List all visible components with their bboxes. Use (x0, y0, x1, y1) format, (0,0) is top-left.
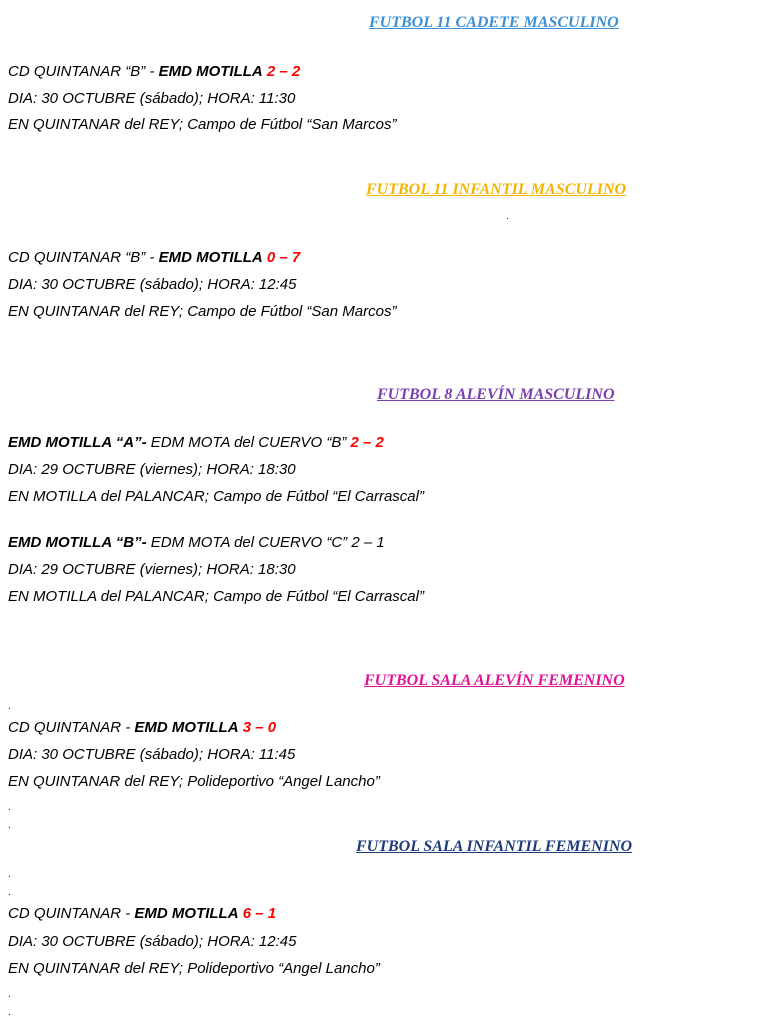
team-separator: - (121, 719, 135, 736)
stray-dot: . (8, 989, 11, 1000)
team-home: CD QUINTANAR “B” (8, 63, 146, 80)
team-away-with-score: EDM MOTA del CUERVO “C” 2 – 1 (146, 534, 385, 551)
team-home: EMD MOTILLA “A”- (8, 434, 147, 451)
stray-dot: . (8, 887, 11, 898)
match-place: EN QUINTANAR del REY; Campo de Fútbol “San Marcos” (8, 303, 397, 320)
match-place: EN QUINTANAR del REY; Campo de Fútbol “San Marcos” (8, 116, 397, 133)
match-date: DIA: 29 OCTUBRE (viernes); HORA: 18:30 (8, 561, 296, 578)
match-line-teams (8, 63, 300, 80)
team-separator: - (121, 905, 135, 922)
match-score: 6 – 1 (242, 905, 277, 922)
match-place: EN MOTILLA del PALANCAR; Campo de Fútbol “El Carrascal” (8, 588, 424, 605)
section-heading-sala-infantil-fem: FUTBOL SALA INFANTIL FEMENINO (356, 838, 633, 855)
section-heading-cadete: FUTBOL 11 CADETE MASCULINO (369, 14, 619, 31)
match-place: EN MOTILLA del PALANCAR; Campo de Fútbol “El Carrascal” (8, 488, 424, 505)
stray-dot: . (506, 211, 509, 222)
team-away: EMD MOTILLA (134, 905, 239, 922)
match-place: EN QUINTANAR del REY; Polideportivo “Angel Lancho” (8, 773, 380, 790)
match-score: 3 – 0 (242, 719, 277, 736)
team-home: EMD MOTILLA “B”- (8, 534, 147, 551)
match-line-teams (8, 719, 276, 736)
section-heading-infantil-masc: FUTBOL 11 INFANTIL MASCULINO (366, 181, 627, 198)
match-line-teams (8, 434, 384, 451)
team-home: CD QUINTANAR (8, 905, 122, 922)
team-away: EMD MOTILLA (158, 249, 263, 266)
match-date: DIA: 30 OCTUBRE (sábado); HORA: 12:45 (8, 276, 297, 293)
stray-dot: . (8, 802, 11, 813)
team-away: EMD MOTILLA (158, 63, 263, 80)
team-away: EDM MOTA del CUERVO “B” (146, 434, 351, 451)
section-heading-sala-alevin-fem: FUTBOL SALA ALEVÍN FEMENINO (364, 672, 625, 689)
match-date: DIA: 29 OCTUBRE (viernes); HORA: 18:30 (8, 461, 296, 478)
match-score: 2 – 2 (266, 63, 301, 80)
team-away: EMD MOTILLA (134, 719, 239, 736)
match-date: DIA: 30 OCTUBRE (sábado); HORA: 12:45 (8, 933, 297, 950)
stray-dot: . (8, 1007, 11, 1018)
match-line-teams (8, 249, 300, 266)
team-home: CD QUINTANAR “B” (8, 249, 146, 266)
stray-dot: . (8, 820, 11, 831)
match-score: 0 – 7 (266, 249, 301, 266)
stray-dot: . (8, 869, 11, 880)
team-home: CD QUINTANAR (8, 719, 122, 736)
team-separator: - (145, 249, 159, 266)
match-line-teams (8, 534, 385, 551)
team-separator: - (145, 63, 159, 80)
section-heading-alevin-masc: FUTBOL 8 ALEVÍN MASCULINO (377, 386, 615, 403)
match-date: DIA: 30 OCTUBRE (sábado); HORA: 11:30 (8, 90, 296, 107)
match-line-teams (8, 905, 276, 922)
match-date: DIA: 30 OCTUBRE (sábado); HORA: 11:45 (8, 746, 296, 763)
match-place: EN QUINTANAR del REY; Polideportivo “Angel Lancho” (8, 960, 380, 977)
match-score: 2 – 2 (350, 434, 384, 451)
stray-dot: . (8, 701, 11, 712)
